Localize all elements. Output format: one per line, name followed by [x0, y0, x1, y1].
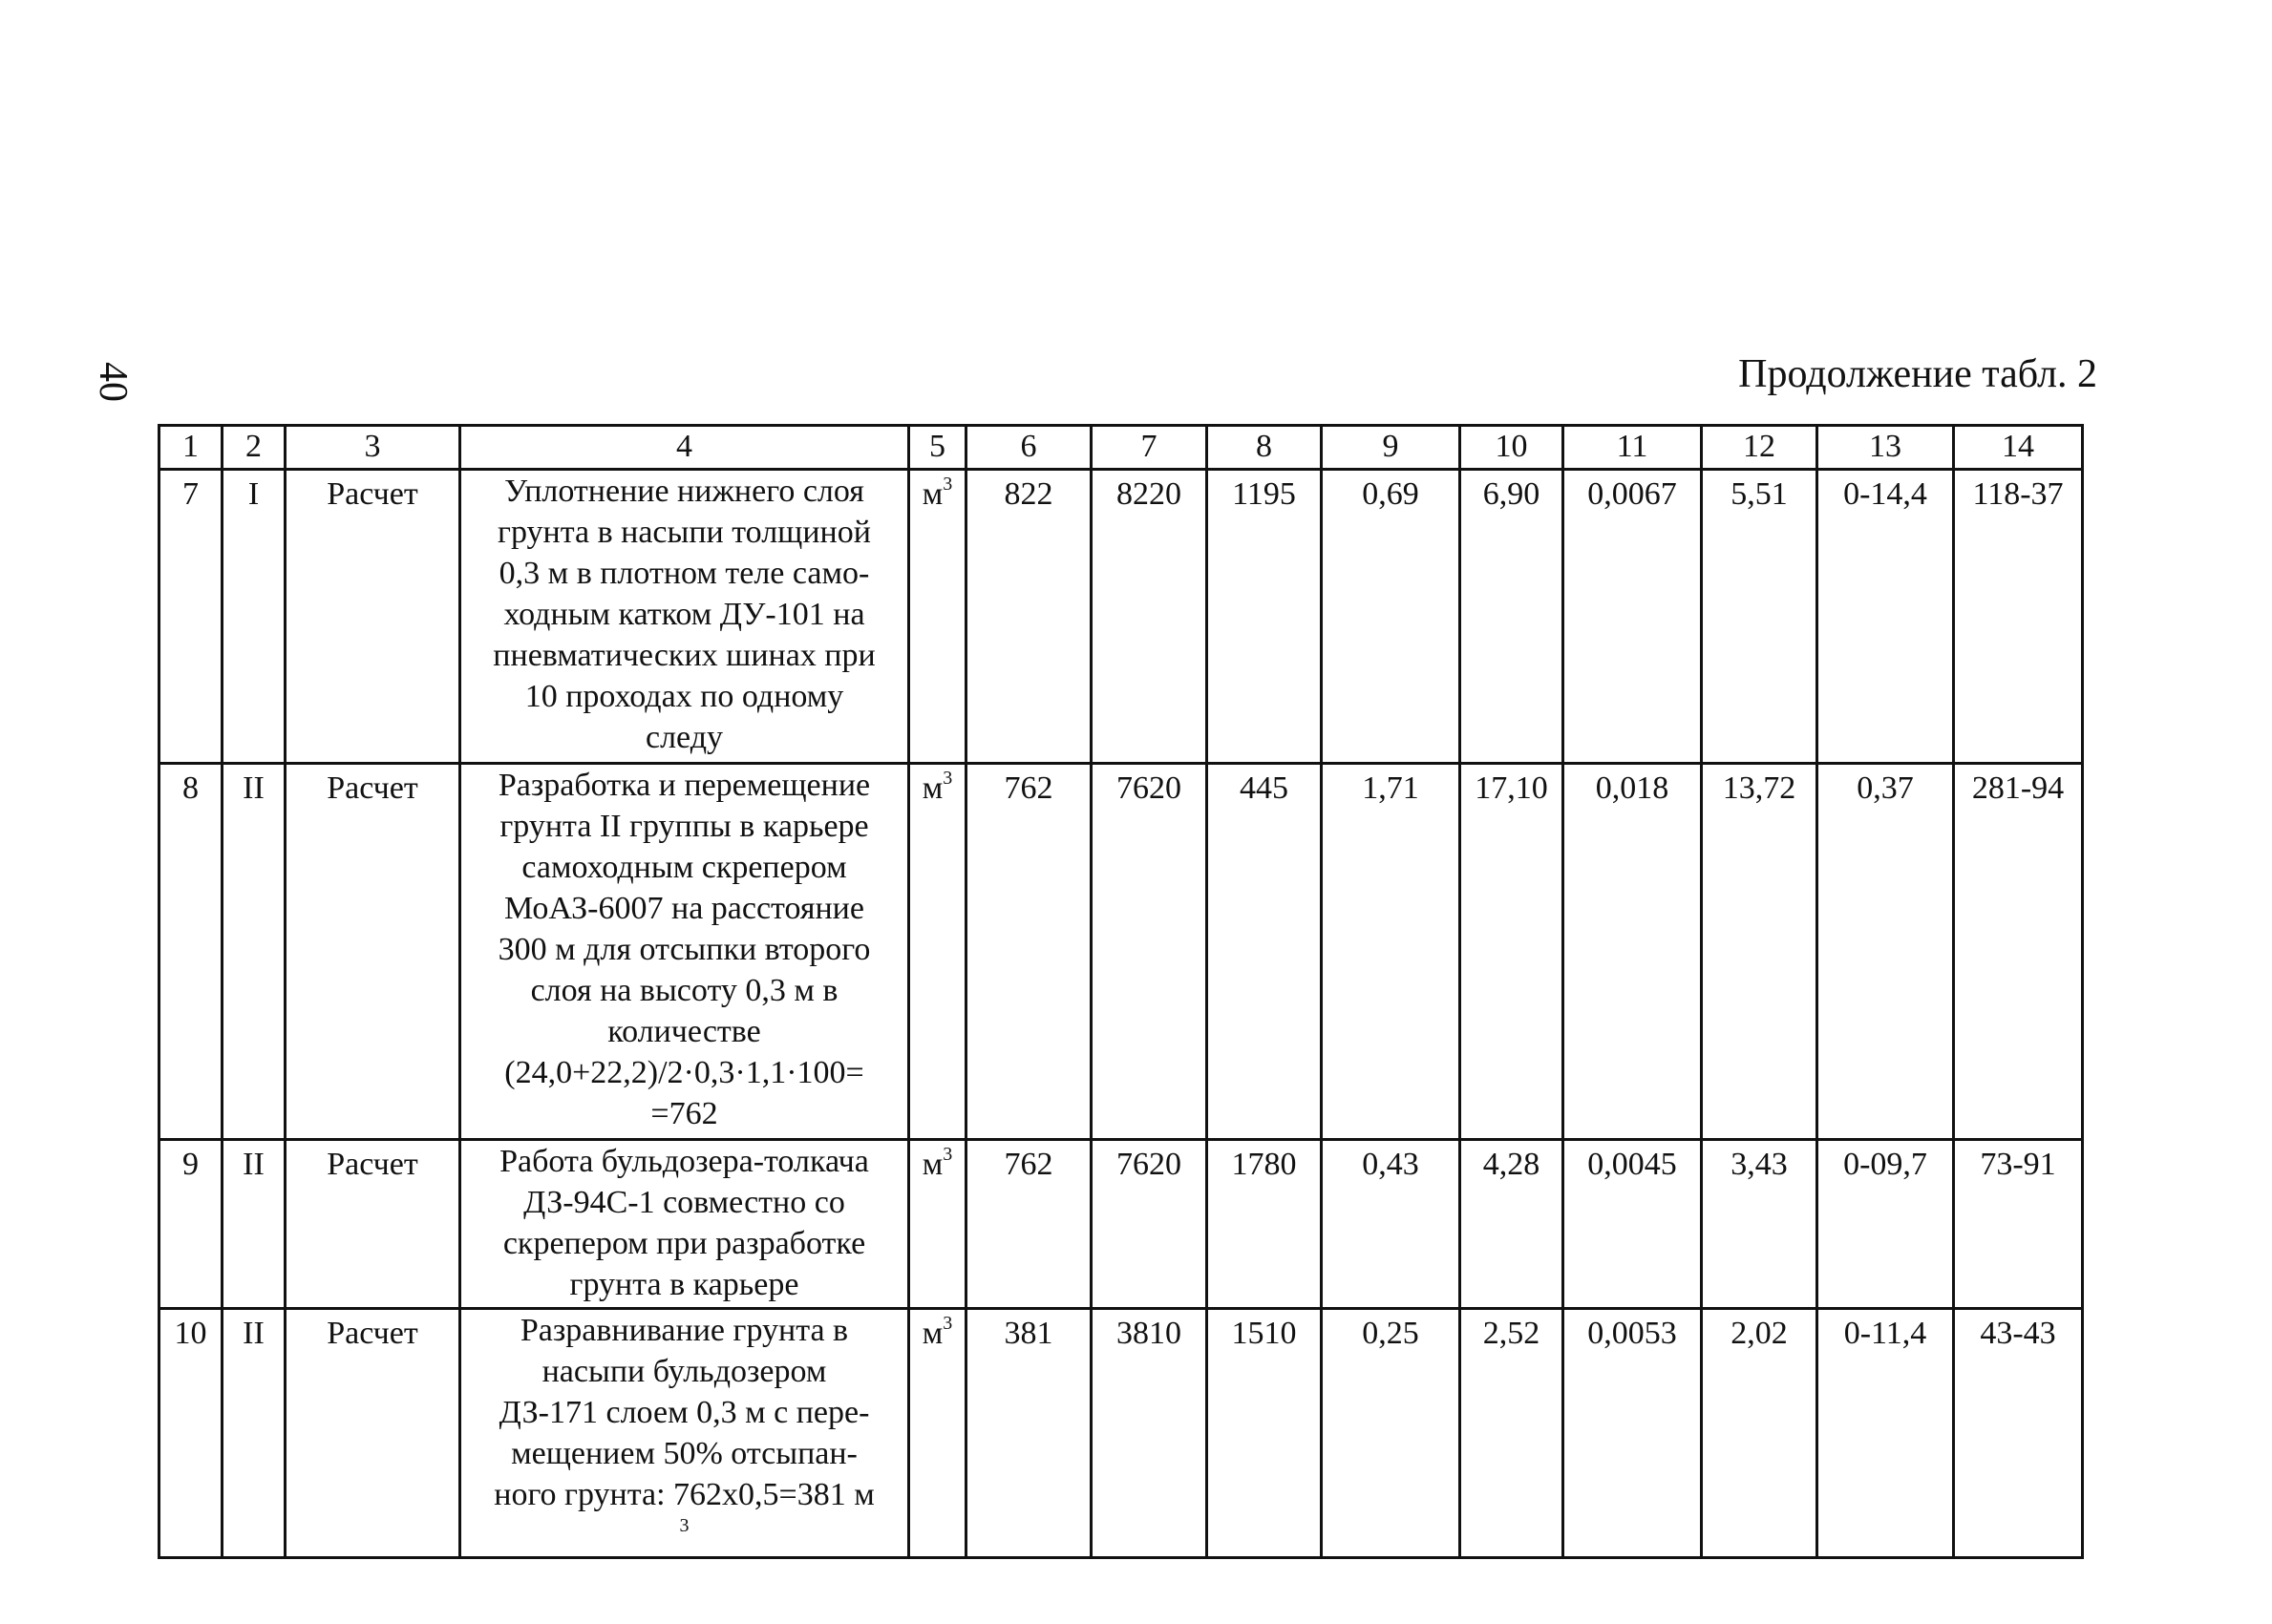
description-line: (24,0+22,2)/2·0,3·1,1·100= — [504, 1055, 864, 1090]
cell-value: 0,37 — [1817, 764, 1954, 1140]
cell-value: 281-94 — [1954, 764, 2083, 1140]
page-number: 40 — [91, 362, 135, 402]
description-line: ного грунта: 762х0,5=381 м $^3$ — [494, 1477, 875, 1536]
cell-value: 5,51 — [1702, 470, 1817, 764]
header-row — [159, 426, 2083, 470]
column-header: 14 — [1954, 426, 2083, 470]
cell-value: 3810 — [1092, 1309, 1207, 1558]
description-line: ДЗ-171 слоем 0,3 м с пере- — [499, 1395, 870, 1430]
description-line: грунта в насыпи толщиной — [498, 515, 871, 550]
description-line: насыпи бульдозером — [541, 1354, 827, 1389]
work-description — [460, 470, 909, 764]
cell-value: 1510 — [1207, 1309, 1322, 1558]
cell-value: 17,10 — [1460, 764, 1563, 1140]
row-number: 9 — [159, 1140, 223, 1309]
description-line: количестве — [607, 1014, 761, 1049]
description-line: грунта в карьере — [569, 1267, 799, 1302]
work-description — [460, 1140, 909, 1309]
cell-value: 0,43 — [1322, 1140, 1460, 1309]
cell-value: 0,0067 — [1563, 470, 1702, 764]
description-line: 0,3 м в плотном теле само- — [499, 556, 870, 591]
column-header: 3 — [286, 426, 460, 470]
cell-value: 43-43 — [1954, 1309, 2083, 1558]
table-row — [159, 470, 2083, 764]
basis: Расчет — [286, 764, 460, 1140]
basis: Расчет — [286, 1309, 460, 1558]
cell-value: 822 — [966, 470, 1092, 764]
soil-group: II — [223, 1140, 286, 1309]
cell-value: 762 — [966, 1140, 1092, 1309]
cell-value: 8220 — [1092, 470, 1207, 764]
cell-value: 3,43 — [1702, 1140, 1817, 1309]
row-number: 7 — [159, 470, 223, 764]
description-line: 300 м для отсыпки второго — [498, 932, 871, 967]
work-description — [460, 764, 909, 1140]
column-header: 7 — [1092, 426, 1207, 470]
column-header: 6 — [966, 426, 1092, 470]
cell-value: 0,25 — [1322, 1309, 1460, 1558]
column-header: 12 — [1702, 426, 1817, 470]
cell-value: 6,90 — [1460, 470, 1563, 764]
data-table — [158, 424, 2084, 1559]
cell-value: 0,018 — [1563, 764, 1702, 1140]
table-row — [159, 764, 2083, 1140]
column-header: 10 — [1460, 426, 1563, 470]
cell-value: 1780 — [1207, 1140, 1322, 1309]
work-description — [460, 1309, 909, 1558]
cell-value: 7620 — [1092, 1140, 1207, 1309]
soil-group: II — [223, 1309, 286, 1558]
cell-value: 118-37 — [1954, 470, 2083, 764]
cell-value: 73-91 — [1954, 1140, 2083, 1309]
cell-value: 762 — [966, 764, 1092, 1140]
cell-value: 445 — [1207, 764, 1322, 1140]
column-header: 11 — [1563, 426, 1702, 470]
unit: $м^3$ — [909, 1140, 966, 1309]
cell-value: 7620 — [1092, 764, 1207, 1140]
table-caption: Продолжение табл. 2 — [1738, 352, 2097, 396]
description-line: =762 — [650, 1096, 718, 1131]
description-line: мещением 50% отсыпан- — [511, 1436, 858, 1471]
description-line: слоя на высоту 0,3 м в — [530, 973, 839, 1008]
description-line: ДЗ-94С-1 совместно со — [523, 1185, 845, 1220]
cell-value: 0,0053 — [1563, 1309, 1702, 1558]
column-header: 13 — [1817, 426, 1954, 470]
unit: $м^3$ — [909, 470, 966, 764]
cell-value: 381 — [966, 1309, 1092, 1558]
description-line: ходным катком ДУ-101 на — [503, 597, 865, 632]
unit: $м^3$ — [909, 764, 966, 1140]
cell-value: 0-09,7 — [1817, 1140, 1954, 1309]
cell-value: 13,72 — [1702, 764, 1817, 1140]
cell-value: 0-14,4 — [1817, 470, 1954, 764]
row-number: 10 — [159, 1309, 223, 1558]
description-line: 10 проходах по одному — [524, 679, 844, 714]
description-line: Разработка и перемещение — [498, 768, 871, 803]
cell-value: 1195 — [1207, 470, 1322, 764]
cell-value: 0,0045 — [1563, 1140, 1702, 1309]
basis: Расчет — [286, 470, 460, 764]
cell-value: 2,02 — [1702, 1309, 1817, 1558]
cell-value: 4,28 — [1460, 1140, 1563, 1309]
description-line: следу — [646, 720, 723, 755]
row-number: 8 — [159, 764, 223, 1140]
description-line: МоАЗ-6007 на расстояние — [504, 891, 864, 926]
description-line: пневматических шинах при — [493, 638, 876, 673]
description-line: грунта II группы в карьере — [499, 809, 869, 844]
column-header: 4 — [460, 426, 909, 470]
cell-value: 0-11,4 — [1817, 1309, 1954, 1558]
column-header: 8 — [1207, 426, 1322, 470]
column-header: 1 — [159, 426, 223, 470]
description-line: Работа бульдозера-толкача — [499, 1144, 869, 1179]
description-line: Уплотнение нижнего слоя — [504, 474, 864, 509]
column-header: 9 — [1322, 426, 1460, 470]
description-line: скрепером при разработке — [502, 1226, 866, 1261]
description-line: Разравнивание грунта в — [520, 1313, 849, 1348]
column-header: 5 — [909, 426, 966, 470]
soil-group: II — [223, 764, 286, 1140]
description-line: самоходным скрепером — [521, 850, 847, 885]
cell-value: 1,71 — [1322, 764, 1460, 1140]
table-row — [159, 1309, 2083, 1558]
unit: $м^3$ — [909, 1309, 966, 1558]
cell-value: 2,52 — [1460, 1309, 1563, 1558]
column-header: 2 — [223, 426, 286, 470]
table-row — [159, 1140, 2083, 1309]
cell-value: 0,69 — [1322, 470, 1460, 764]
basis: Расчет — [286, 1140, 460, 1309]
soil-group: I — [223, 470, 286, 764]
